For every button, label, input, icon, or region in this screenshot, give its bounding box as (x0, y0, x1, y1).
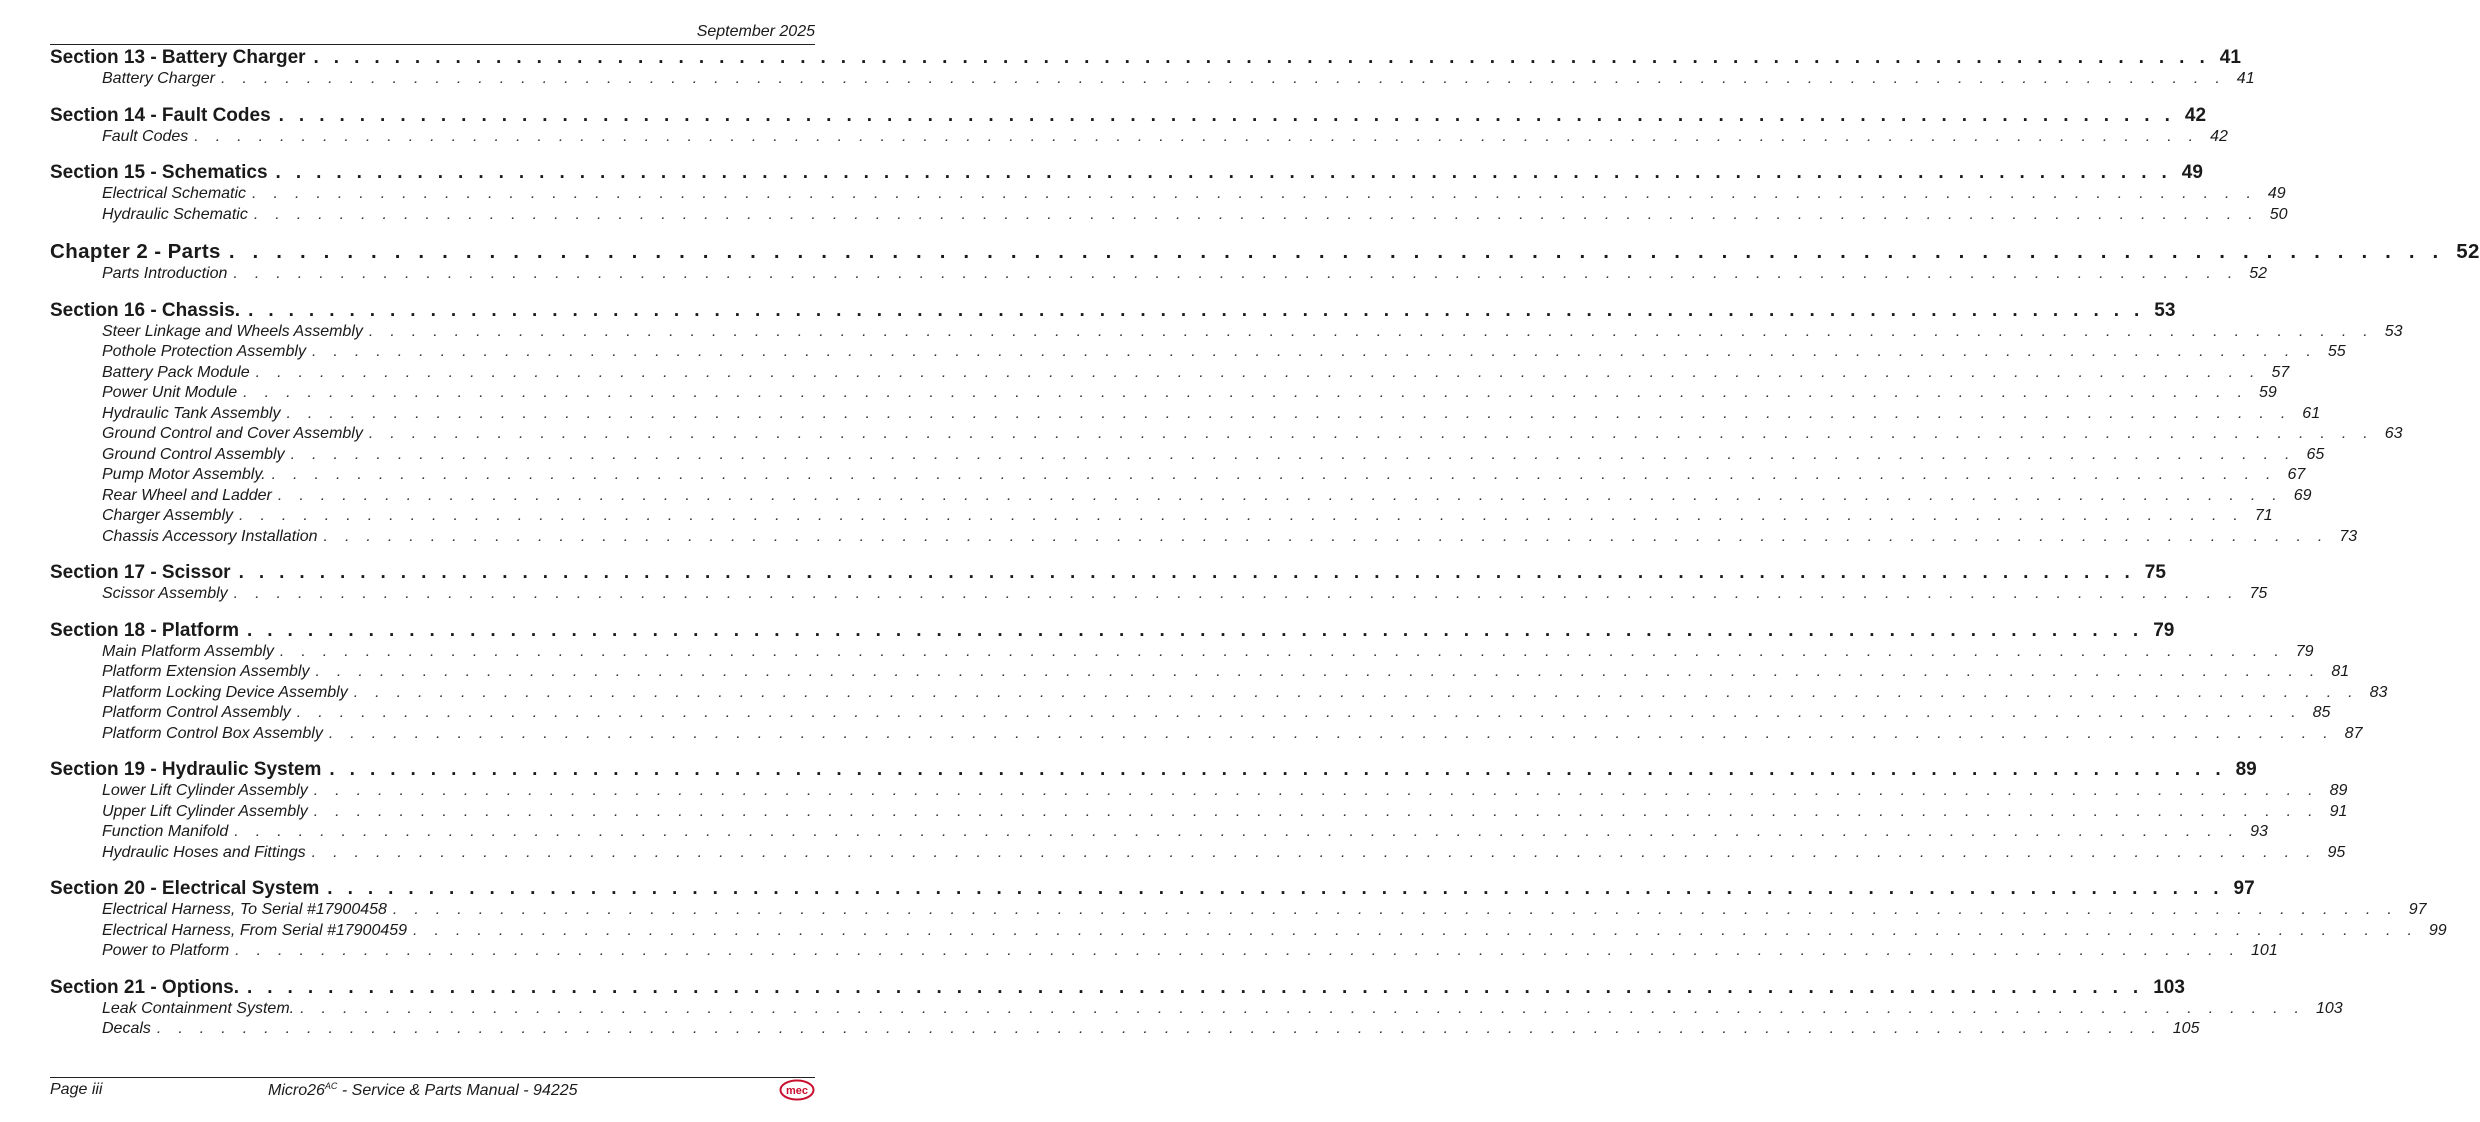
toc-subentry-title: Steer Linkage and Wheels Assembly (102, 322, 363, 340)
dot-leader: .............................................................................................. (234, 823, 2251, 840)
dot-leader: .............................................................................................. (368, 425, 2385, 442)
toc-subentry-page: 75 (2249, 585, 2268, 602)
dot-leader: .............................................................................................. (239, 507, 2255, 524)
toc-subentry-title: Parts Introduction (102, 265, 228, 282)
dot-leader: .............................................................................................. (194, 127, 2211, 145)
dot-leader: .............................................................................................. (286, 404, 2303, 422)
mec-logo-text: mec (785, 1085, 809, 1097)
toc-subentry-title: Fault Codes (102, 127, 189, 145)
toc-subentry[interactable] (50, 663, 2350, 684)
toc-subentry-page: 61 (2302, 404, 2321, 422)
dot-leader: .............................................................................................. (156, 1020, 2173, 1037)
dot-leader: .............................................................................................. (311, 343, 2328, 360)
toc-section-entry[interactable] (50, 162, 2203, 185)
toc-subentry-title: Upper Lift Cylinder Assembly (102, 802, 308, 820)
toc-section-entry[interactable] (50, 562, 2166, 585)
dot-leader: .............................................................................................. (233, 585, 2250, 602)
toc-section (50, 240, 2480, 286)
toc-section-entry-page: 75 (2144, 562, 2166, 583)
toc-section-entry-page: 49 (2181, 162, 2203, 183)
dot-leader: .............................................................................................. (368, 322, 2385, 340)
toc-section-entry-title: Section 21 - Options. (50, 976, 239, 998)
toc-subentry-page: 83 (2369, 683, 2388, 701)
toc-subentry-page: 91 (2329, 802, 2348, 820)
header-date: September 2025 (696, 23, 815, 40)
toc-subentry[interactable] (50, 507, 2273, 528)
toc-subentry[interactable] (50, 942, 2278, 963)
toc-section-entry-title: Section 19 - Hydraulic System (50, 759, 322, 780)
toc-subentry[interactable] (50, 425, 2403, 446)
toc-section-entry-page: 89 (2235, 759, 2257, 780)
toc-section (50, 759, 2348, 864)
toc-subentry-page: 97 (2408, 901, 2427, 918)
dot-leader: .............................................................................................. (248, 299, 2155, 321)
toc-chapter-entry[interactable] (50, 240, 2480, 265)
toc-subentry[interactable] (50, 704, 2331, 725)
toc-subentry-title: Scissor Assembly (102, 585, 228, 602)
dot-leader: .............................................................................................. (313, 47, 2220, 68)
manual-title-rest: - Service & Parts Manual - 94225 (337, 1082, 578, 1099)
toc-section-entry[interactable] (50, 104, 2207, 128)
toc-section (50, 878, 2447, 963)
toc-subentry-page: 85 (2312, 704, 2331, 721)
footer-page-label: Page iii (50, 1081, 103, 1098)
toc-section-entry-page: 97 (2233, 878, 2255, 899)
dot-leader: .............................................................................................. (279, 642, 2296, 660)
toc-section-entry-page: 79 (2153, 619, 2175, 641)
dot-leader: .............................................................................................. (311, 843, 2328, 861)
toc-section-entry[interactable] (50, 299, 2176, 323)
toc-subentry-title: Chassis Accessory Installation (102, 527, 318, 545)
toc-subentry[interactable] (50, 724, 2363, 746)
dot-leader: .............................................................................................. (313, 802, 2330, 820)
table-of-contents (50, 47, 2480, 1055)
dot-leader: .............................................................................................. (252, 185, 2268, 202)
toc-subentry-title: Hydraulic Hoses and Fittings (102, 843, 306, 861)
toc-subentry-title: Platform Control Assembly (102, 704, 291, 721)
footer-rule (50, 1077, 815, 1078)
toc-subentry-page: 93 (2250, 823, 2268, 840)
manual-model-superscript: AC (324, 1081, 338, 1091)
toc-subentry[interactable] (50, 585, 2268, 606)
toc-subentry-title: Electrical Harness, To Serial #17900458 (102, 901, 387, 918)
toc-subentry-title: Power Unit Module (102, 384, 238, 401)
toc-subentry[interactable] (50, 683, 2388, 705)
toc-section-entry[interactable] (50, 759, 2257, 782)
toc-subentry-page: 53 (2384, 322, 2403, 340)
toc-subentry[interactable] (50, 404, 2321, 426)
toc-subentry-page: 95 (2327, 843, 2346, 861)
dot-leader: .............................................................................................. (323, 527, 2340, 545)
dot-leader: .............................................................................................. (246, 976, 2154, 998)
toc-subentry[interactable] (50, 642, 2314, 664)
toc-subentry-page: 81 (2331, 663, 2350, 680)
dot-leader: .............................................................................................. (290, 445, 2307, 463)
toc-section (50, 162, 2288, 226)
toc-subentry[interactable] (50, 205, 2288, 227)
header-rule (50, 44, 815, 45)
dot-leader: .............................................................................................. (277, 486, 2294, 504)
toc-subentry-title: Electrical Harness, From Serial #17900459 (102, 921, 408, 939)
toc-subentry[interactable] (50, 802, 2348, 824)
toc-subentry-title: Platform Locking Device Assembly (102, 683, 348, 701)
dot-leader: .............................................................................................. (296, 704, 2313, 721)
toc-subentry[interactable] (50, 466, 2306, 487)
toc-subentry[interactable] (50, 322, 2403, 344)
toc-section-entry-title: Section 13 - Battery Charger (50, 47, 306, 68)
dot-leader: .............................................................................................. (243, 384, 2260, 401)
toc-subentry[interactable] (50, 1020, 2200, 1041)
toc-subentry-page: 99 (2428, 921, 2447, 939)
toc-section-entry[interactable] (50, 619, 2175, 643)
toc-subentry[interactable] (50, 445, 2325, 467)
toc-subentry-page: 105 (2172, 1020, 2200, 1037)
toc-section-entry[interactable] (50, 878, 2255, 901)
toc-subentry-title: Leak Containment System. (102, 999, 295, 1017)
toc-subentry-page: 71 (2254, 507, 2273, 524)
toc-subentry-title: Hydraulic Tank Assembly (102, 404, 281, 422)
toc-subentry-title: Hydraulic Schematic (102, 205, 248, 223)
toc-subentry-title: Power to Platform (102, 942, 230, 959)
dot-leader: .............................................................................................. (235, 942, 2252, 959)
dot-leader: .............................................................................................. (271, 466, 2288, 483)
toc-subentry-title: Electrical Schematic (102, 185, 247, 202)
toc-subentry-title: Charger Assembly (102, 507, 234, 524)
dot-leader: .............................................................................................. (327, 878, 2234, 899)
toc-subentry-page: 89 (2329, 782, 2348, 799)
dot-leader: .............................................................................................. (328, 724, 2345, 742)
toc-subentry-page: 101 (2251, 942, 2278, 959)
dot-leader: .............................................................................................. (329, 759, 2236, 780)
toc-subentry-title: Pump Motor Assembly. (102, 466, 266, 483)
dot-leader: .............................................................................................. (313, 782, 2330, 799)
toc-subentry-title: Ground Control Assembly (102, 445, 285, 463)
toc-subentry-page: 65 (2306, 445, 2325, 463)
toc-subentry-title: Battery Pack Module (102, 363, 250, 381)
dot-leader: .............................................................................................. (278, 104, 2185, 126)
toc-subentry-page: 73 (2339, 527, 2358, 545)
toc-subentry-page: 49 (2267, 185, 2286, 202)
toc-subentry[interactable] (50, 486, 2312, 508)
toc-subentry-page: 59 (2259, 384, 2277, 401)
toc-section-entry-title: Section 15 - Schematics (50, 162, 268, 183)
toc-subentry[interactable] (50, 823, 2268, 844)
toc-subentry[interactable] (50, 901, 2427, 922)
dot-leader: .............................................................................................. (253, 205, 2270, 223)
toc-subentry-page: 87 (2344, 724, 2363, 742)
toc-subentry-title: Ground Control and Cover Assembly (102, 425, 363, 442)
toc-subentry[interactable] (50, 265, 2268, 286)
toc-section (50, 562, 2268, 606)
toc-section-entry-title: Section 17 - Scissor (50, 562, 231, 583)
toc-subentry-page: 67 (2287, 466, 2306, 483)
dot-leader: .............................................................................................. (238, 562, 2145, 583)
dot-leader: .............................................................................................. (392, 901, 2409, 918)
toc-section (50, 976, 2343, 1041)
toc-subentry[interactable] (50, 363, 2290, 385)
dot-leader: .............................................................................................. (275, 162, 2182, 183)
toc-subentry-title: Function Manifold (102, 823, 229, 840)
toc-section-entry[interactable] (50, 47, 2241, 70)
toc-section-entry[interactable] (50, 976, 2185, 1000)
toc-subentry-title: Main Platform Assembly (102, 642, 274, 660)
toc-subentry-page: 79 (2295, 642, 2314, 660)
toc-section (50, 619, 2388, 746)
toc-section (50, 104, 2228, 149)
toc-subentry[interactable] (50, 127, 2228, 149)
toc-subentry[interactable] (50, 843, 2346, 865)
dot-leader: .............................................................................................. (315, 663, 2332, 680)
toc-section-entry-title: Section 18 - Platform (50, 619, 239, 641)
toc-subentry-page: 63 (2384, 425, 2403, 442)
toc-section (50, 299, 2403, 549)
toc-subentry[interactable] (50, 921, 2447, 943)
toc-subentry-page: 55 (2327, 343, 2346, 360)
toc-section-entry-title: Section 20 - Electrical System (50, 878, 320, 899)
toc-section-entry-page: 41 (2219, 47, 2241, 68)
toc-subentry-title: Rear Wheel and Ladder (102, 486, 272, 504)
toc-subentry-title: Platform Extension Assembly (102, 663, 310, 680)
dot-leader: .............................................................................................. (413, 921, 2429, 939)
toc-chapter-entry-title: Chapter 2 - Parts (50, 240, 221, 263)
toc-subentry-page: 69 (2293, 486, 2312, 504)
toc-section-entry-title: Section 16 - Chassis. (50, 299, 241, 321)
footer-manual-title (268, 1081, 578, 1100)
toc-section-entry-page: 42 (2184, 104, 2207, 126)
dot-leader: .............................................................................................. (233, 265, 2250, 282)
toc-section (50, 47, 2255, 91)
toc-subentry[interactable] (50, 999, 2343, 1021)
dot-leader: .............................................................................................. (255, 363, 2272, 381)
toc-subentry-page: 41 (2236, 70, 2255, 87)
dot-leader: .............................................................................................. (247, 619, 2154, 641)
manual-model: Micro26 (268, 1082, 325, 1099)
toc-subentry-page: 57 (2271, 363, 2290, 381)
toc-subentry-page: 50 (2269, 205, 2288, 223)
toc-subentry[interactable] (50, 185, 2286, 206)
toc-subentry-page: 42 (2210, 127, 2228, 145)
toc-subentry-title: Platform Control Box Assembly (102, 724, 323, 742)
dot-leader: .............................................................................................. (228, 240, 2457, 263)
toc-section-entry-title: Section 14 - Fault Codes (50, 104, 271, 126)
dot-leader: .............................................................................................. (220, 70, 2237, 87)
toc-subentry-title: Decals (102, 1020, 151, 1037)
toc-subentry-title: Pothole Protection Assembly (102, 343, 306, 360)
toc-subentry[interactable] (50, 70, 2255, 91)
dot-leader: .............................................................................................. (300, 999, 2316, 1017)
toc-subentry-title: Lower Lift Cylinder Assembly (102, 782, 308, 799)
toc-subentry[interactable] (50, 343, 2346, 364)
toc-subentry-page: 103 (2315, 999, 2343, 1017)
mec-logo-icon (779, 1079, 815, 1101)
dot-leader: .............................................................................................. (353, 683, 2370, 701)
toc-section-entry-page: 53 (2154, 299, 2176, 321)
toc-subentry[interactable] (50, 527, 2358, 549)
toc-chapter-entry-page: 52 (2456, 240, 2480, 263)
toc-subentry-title: Battery Charger (102, 70, 215, 87)
toc-subentry[interactable] (50, 782, 2348, 803)
toc-section-entry-page: 103 (2153, 976, 2185, 998)
toc-subentry[interactable] (50, 384, 2277, 405)
toc-subentry-page: 52 (2249, 265, 2268, 282)
